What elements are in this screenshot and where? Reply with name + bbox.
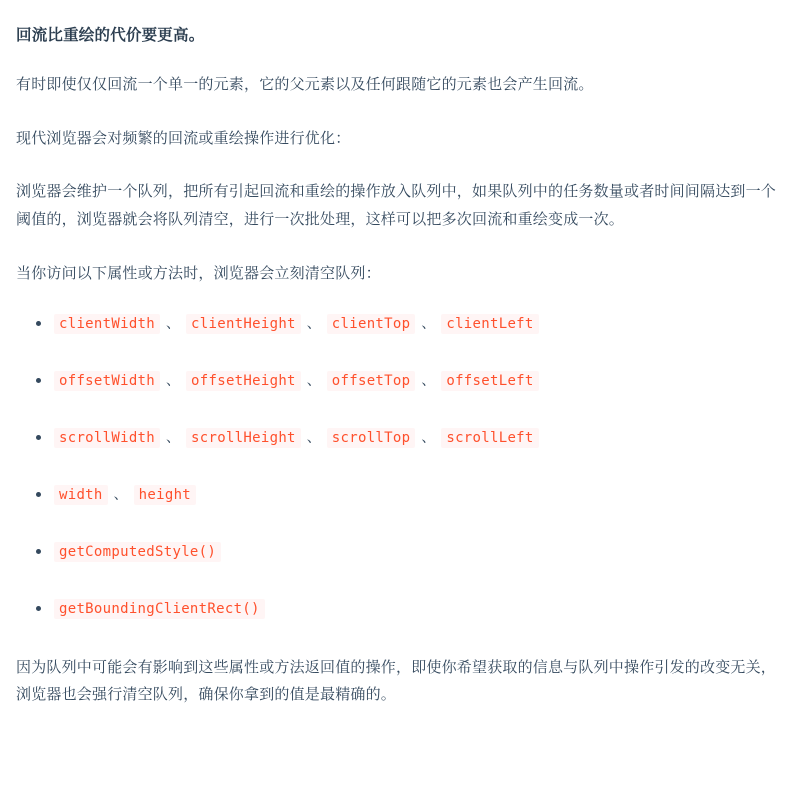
list-separator: 、 bbox=[306, 314, 321, 331]
code-token: scrollWidth bbox=[54, 428, 160, 448]
list-item bbox=[34, 426, 784, 450]
list-item bbox=[34, 540, 784, 564]
code-token: height bbox=[134, 485, 196, 505]
list-separator: 、 bbox=[421, 371, 436, 388]
code-token: offsetTop bbox=[327, 371, 416, 391]
code-token: getBoundingClientRect() bbox=[54, 599, 265, 619]
code-token: clientHeight bbox=[186, 314, 301, 334]
paragraph-4: 当你访问以下属性或方法时，浏览器会立刻清空队列： bbox=[16, 264, 381, 282]
code-token: clientTop bbox=[327, 314, 416, 334]
paragraph-2: 现代浏览器会对频繁的回流或重绘操作进行优化： bbox=[16, 129, 351, 147]
list-item bbox=[34, 483, 784, 507]
list-separator: 、 bbox=[113, 485, 128, 502]
code-token: clientLeft bbox=[441, 314, 538, 334]
list-separator: 、 bbox=[166, 428, 181, 445]
code-token: offsetWidth bbox=[54, 371, 160, 391]
paragraph-1: 有时即使仅仅回流一个单一的元素，它的父元素以及任何跟随它的元素也会产生回流。 bbox=[16, 75, 594, 93]
list-separator: 、 bbox=[421, 314, 436, 331]
list-item bbox=[34, 597, 784, 621]
closing-paragraph: 因为队列中可能会有影响到这些属性或方法返回值的操作，即使你希望获取的信息与队列中操作引发的改变无关，浏览器也会强行清空队列，确保你拿到的值是最精确的。 bbox=[16, 658, 777, 704]
page-heading: 回流比重绘的代价要更高。 bbox=[16, 27, 205, 44]
code-property-list bbox=[16, 312, 784, 621]
list-item bbox=[34, 312, 784, 336]
code-token: clientWidth bbox=[54, 314, 160, 334]
list-separator: 、 bbox=[306, 371, 321, 388]
code-token: offsetLeft bbox=[441, 371, 538, 391]
list-separator: 、 bbox=[421, 428, 436, 445]
code-token: getComputedStyle() bbox=[54, 542, 221, 562]
list-item bbox=[34, 369, 784, 393]
code-token: offsetHeight bbox=[186, 371, 301, 391]
code-token: scrollTop bbox=[327, 428, 416, 448]
list-separator: 、 bbox=[166, 371, 181, 388]
code-token: scrollHeight bbox=[186, 428, 301, 448]
list-separator: 、 bbox=[166, 314, 181, 331]
paragraph-3: 浏览器会维护一个队列，把所有引起回流和重绘的操作放入队列中，如果队列中的任务数量或者时间间隔达到一个阈值的，浏览器就会将队列清空，进行一次批处理，这样可以把多次回流和重绘变成一次。 bbox=[16, 183, 777, 229]
list-separator: 、 bbox=[306, 428, 321, 445]
code-token: scrollLeft bbox=[441, 428, 538, 448]
code-token: width bbox=[54, 485, 108, 505]
